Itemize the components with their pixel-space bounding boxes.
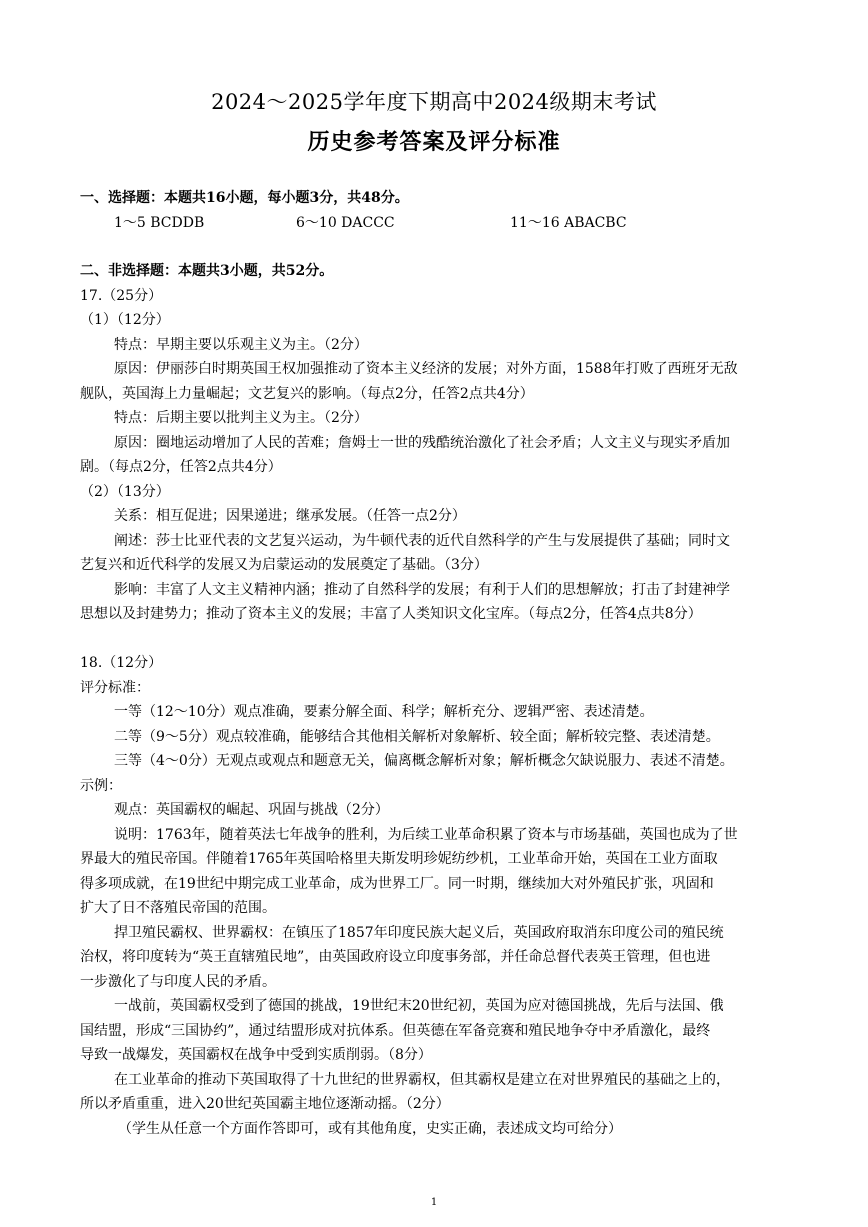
- answer-line: 艺复兴和近代科学的发展又为启蒙运动的发展奠定了基础。（3分）: [80, 557, 488, 573]
- answer-line: 二等（9～5分）观点较准确，能够结合其他相关解析对象解析、较全面；解析较完整、表述清楚。: [114, 729, 720, 745]
- answer-line: 舰队，英国海上力量崛起；文艺复兴的影响。（每点2分，任答2点共4分）: [80, 386, 534, 402]
- answer-line: 说明：1763年，随着英法七年战争的胜利，为后续工业革命积累了资本与市场基础，英国也成为了世: [114, 827, 738, 843]
- section-heading-choice: 一、选择题：本题共16小题，每小题3分，共48分。: [80, 190, 409, 206]
- answer-line: 一等（12～10分）观点准确，要素分解全面、科学；解析充分、逻辑严密、表述清楚。: [114, 704, 654, 720]
- answer-line: 一战前，英国霸权受到了德国的挑战，19世纪末20世纪初，英国为应对德国挑战，先后与法国、俄: [114, 998, 724, 1014]
- document-subtitle: 历史参考答案及评分标准: [307, 129, 561, 155]
- answer-line: 观点：英国霸权的崛起、巩固与挑战（2分）: [114, 802, 389, 818]
- answer-line: 剧。（每点2分，任答2点共4分）: [80, 459, 282, 475]
- question-number: 18.（12分）: [80, 655, 163, 671]
- section-heading-nonchoice: 二、非选择题：本题共3小题，共52分。: [80, 263, 334, 279]
- answer-line: 思想以及封建势力；推动了资本主义的发展；丰富了人类知识文化宝库。（每点2分，任答4点共8分）: [80, 606, 702, 622]
- answer-line: 一步激化了与印度人民的矛盾。: [80, 974, 276, 990]
- page-number: 1: [430, 1197, 438, 1208]
- question-number: 17.（25分）: [80, 288, 163, 304]
- document-title: 2024～2025学年度下期高中2024级期末考试: [211, 90, 657, 114]
- answer-line: 评分标准：: [80, 680, 150, 696]
- answer-line: 捍卫殖民霸权、世界霸权：在镇压了1857年印度民族大起义后，英国政府取消东印度公司的殖民统: [114, 925, 724, 941]
- answer-line: 扩大了日不落殖民帝国的范围。: [80, 900, 276, 916]
- answer-line: 导致一战爆发，英国霸权在战争中受到实质削弱。（8分）: [80, 1047, 432, 1063]
- answer-line: 原因：圈地运动增加了人民的苦难；詹姆士一世的残酷统治激化了社会矛盾；人文主义与现实矛盾加: [114, 435, 730, 451]
- answer-line: 在工业革命的推动下英国取得了十九世纪的世界霸权，但其霸权是建立在对世界殖民的基础之上的，: [114, 1072, 730, 1088]
- answer-line: 特点：后期主要以批判主义为主。（2分）: [114, 410, 368, 426]
- answer-line: 界最大的殖民帝国。伴随着1765年英国哈格里夫斯发明珍妮纺纱机，工业革命开始，英国在工业方面取: [80, 851, 718, 867]
- answer-line: 国结盟，形成“三国协约”，通过结盟形成对抗体系。但英德在军备竞赛和殖民地争夺中矛盾激化，最终: [80, 1023, 711, 1039]
- answer-line: 特点：早期主要以乐观主义为主。（2分）: [114, 337, 368, 353]
- answer-note: （学生从任意一个方面作答即可，或有其他角度，史实正确，表述成文均可给分）: [118, 1121, 622, 1137]
- answer-group-3: 11～16 ABACBC: [510, 215, 627, 231]
- answer-line: 得多项成就，在19世纪中期完成工业革命，成为世界工厂。同一时期，继续加大对外殖民扩张，巩固和: [80, 876, 714, 892]
- sub-question: （2）（13分）: [80, 484, 170, 500]
- answer-line: 所以矛盾重重，进入20世纪英国霸主地位逐渐动摇。（2分）: [80, 1096, 450, 1112]
- answer-line: 阐述：莎士比亚代表的文艺复兴运动，为牛顿代表的近代自然科学的产生与发展提供了基础；同时文: [114, 533, 730, 549]
- answer-group-2: 6～10 DACCC: [296, 215, 395, 231]
- answer-group-1: 1～5 BCDDB: [114, 215, 205, 231]
- answer-line: 原因：伊丽莎白时期英国王权加强推动了资本主义经济的发展；对外方面，1588年打败了西班牙无敌: [114, 361, 738, 377]
- sub-question: （1）（12分）: [80, 312, 170, 328]
- answer-line: 示例：: [80, 778, 122, 794]
- answer-line: 关系：相互促进；因果递进；继承发展。（任答一点2分）: [114, 508, 466, 524]
- answer-line: 影响：丰富了人文主义精神内涵；推动了自然科学的发展；有利于人们的思想解放；打击了封建神学: [114, 582, 730, 598]
- answer-line: 三等（4～0分）无观点或观点和题意无关，偏离概念解析对象；解析概念欠缺说服力、表述不清楚。: [114, 753, 734, 769]
- answer-line: 治权，将印度转为“英王直辖殖民地”，由英国政府设立印度事务部，并任命总督代表英王管理，但也进: [80, 949, 711, 965]
